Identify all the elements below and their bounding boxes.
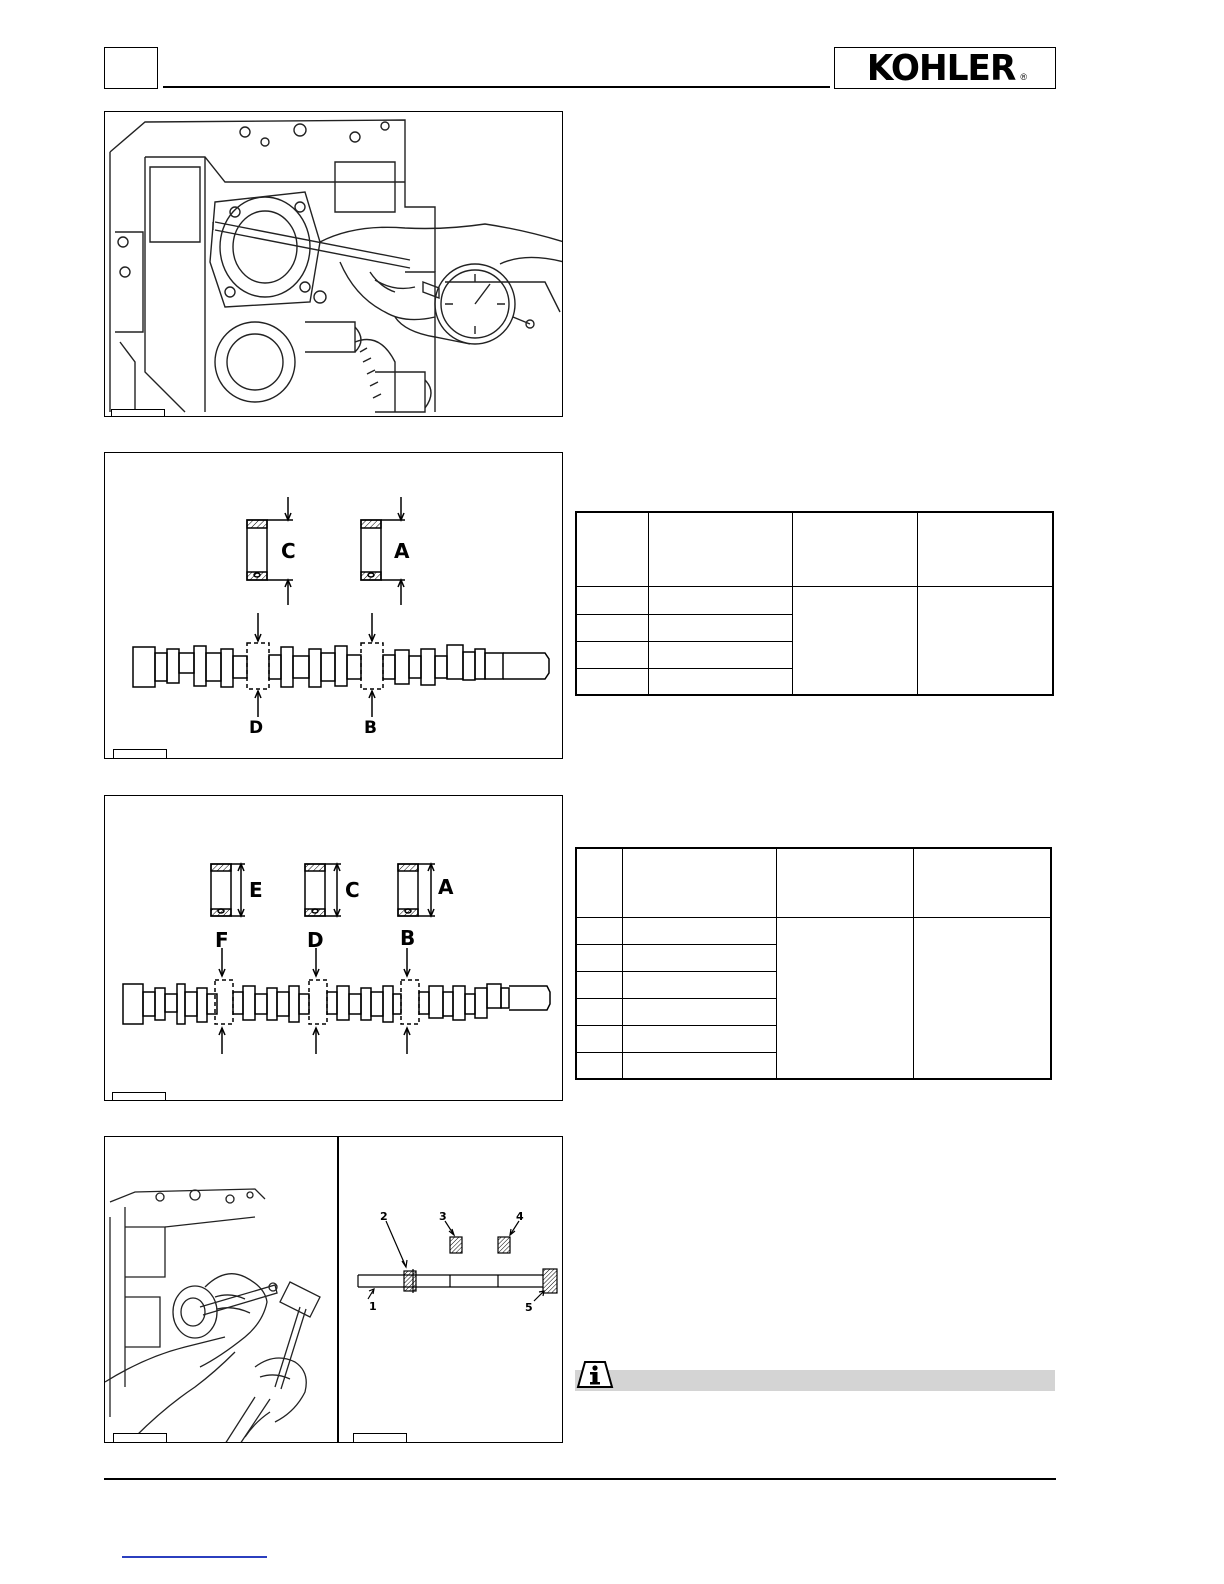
callout-2: 2 [380,1210,388,1223]
table-cell [576,971,623,998]
bearing-clearance-table-1 [575,511,1054,696]
table-cell [576,614,649,641]
table-cell [576,641,649,668]
table-cell [576,944,623,971]
header-rule [163,86,830,88]
table-cell [623,1052,777,1079]
table-cell [649,614,793,641]
table-cell-merged [793,586,918,695]
table-cell [576,1025,623,1052]
table-cell [576,917,623,944]
brand-logo-text: KOHLER [866,47,1016,89]
table-cell-merged [777,917,914,1079]
callout-5: 5 [525,1301,533,1314]
table-cell [649,668,793,695]
table-cell [623,944,777,971]
figure-bushing-removal [104,1136,563,1443]
label-f: F [215,928,229,952]
table-cell [623,1025,777,1052]
table-cell [623,917,777,944]
table-header-cell [576,512,649,586]
figure-label-tag [112,1092,166,1101]
figure-label-tag-right [353,1433,407,1443]
label-b: B [400,926,416,950]
table-cell-merged [918,586,1054,695]
registered-mark: ® [1020,72,1027,82]
table-header-cell [793,512,918,586]
table-header-cell [576,848,623,917]
callout-4: 4 [516,1210,524,1223]
table-header-cell [914,848,1052,917]
label-b: B [364,718,377,738]
bore-gauge-illustration [105,112,563,417]
footer-rule [104,1478,1056,1480]
table-cell [576,1052,623,1079]
figure-label-tag-left [113,1433,167,1443]
table-header-cell [918,512,1054,586]
page-number-box [104,47,158,89]
label-e: E [249,878,263,902]
brand-logo [834,47,1056,89]
table-cell [576,586,649,614]
figure-label-tag [113,749,167,759]
info-icon [575,1357,615,1391]
table-cell [576,668,649,695]
label-c: C [281,539,296,563]
table-cell [576,998,623,1025]
table-cell [623,971,777,998]
table-cell [649,586,793,614]
table-cell-merged [914,917,1052,1079]
table-cell [649,641,793,668]
table-header-cell [777,848,914,917]
bearing-clearance-table-2 [575,847,1052,1080]
table-header-cell [623,848,777,917]
table-cell [623,998,777,1025]
hammer-drift-illustration [105,1137,337,1443]
table-header-cell [649,512,793,586]
figure-bore-gauge-measurement [104,111,563,417]
callout-3: 3 [439,1210,447,1223]
info-note-bar [575,1370,1055,1391]
label-c: C [345,878,360,902]
figure-camshaft-journals-three-bearings [104,795,563,1101]
camshaft-diagram-2 [105,453,563,759]
camshaft-diagram-3 [105,796,563,1101]
callout-1: 1 [369,1300,377,1313]
figure-label-tag [111,409,165,417]
footer-link-underline[interactable] [122,1556,267,1558]
label-a: A [438,875,454,899]
label-d: D [307,928,324,952]
label-a: A [394,539,410,563]
drift-tool-diagram [338,1137,563,1443]
label-d: D [249,718,264,738]
figure-camshaft-journals-two-bearings [104,452,563,759]
